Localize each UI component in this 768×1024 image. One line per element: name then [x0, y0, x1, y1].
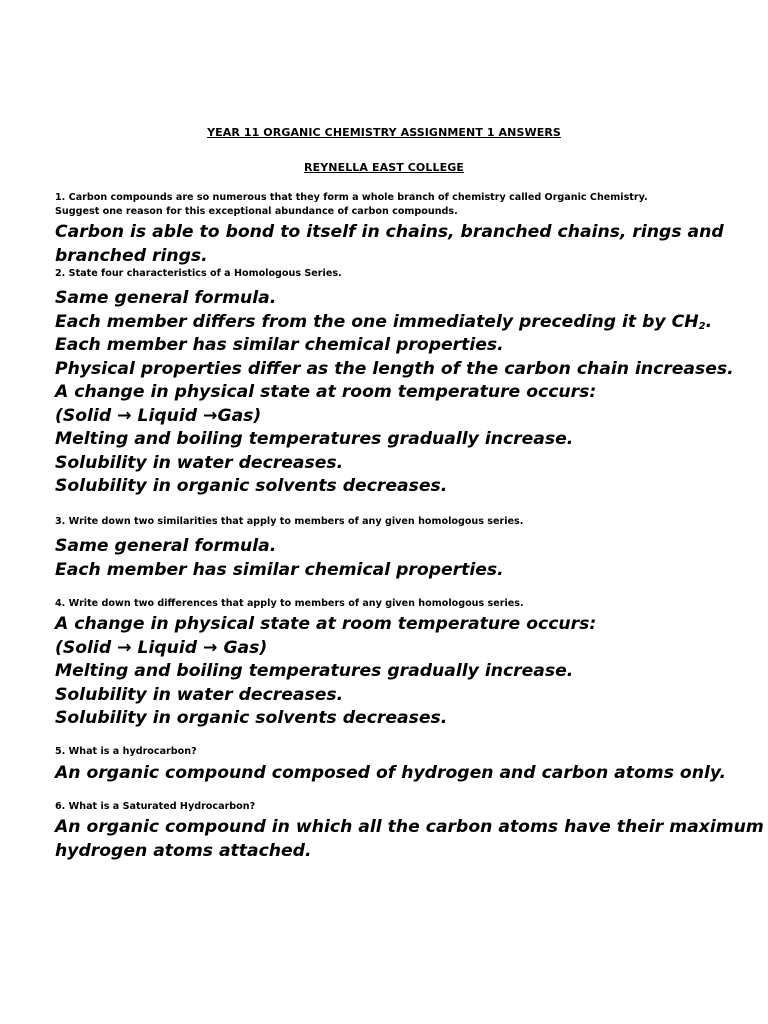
answer-6-line-2: hydrogen atoms attached. [55, 840, 312, 861]
answer-2 [55, 287, 755, 499]
school-name: REYNELLA EAST COLLEGE [304, 161, 464, 174]
answer-3 [55, 535, 755, 582]
answer-1 [55, 221, 755, 268]
answer-2-line-7: Melting and boiling temperatures gradually increase. [55, 429, 574, 449]
question-2 [55, 267, 735, 281]
answer-2-line-2-text: Each member differs from the one immediately preceding it by CH [55, 311, 699, 332]
answer-6 [55, 816, 764, 863]
answer-2-line-9: Solubility in organic solvents decreases. [55, 476, 448, 496]
question-1-line-1: 1. Carbon compounds are so numerous that they form a whole branch of chemistry called Organic Chemistry. [55, 192, 648, 203]
answer-4-line-3: Melting and boiling temperatures gradually increase. [55, 661, 574, 681]
answer-5 [55, 762, 755, 786]
answer-3-line-2: Each member has similar chemical properties. [55, 559, 504, 580]
answer-4-line-2: (Solid → Liquid → Gas) [55, 637, 268, 658]
question-5-line-1: 5. What is a hydrocarbon? [55, 746, 197, 757]
answer-2-line-4: Physical properties differ as the length of the carbon chain increases. [55, 358, 734, 379]
answer-6-line-1: An organic compound in which all the carbon atoms have their maximum [55, 817, 764, 837]
question-6 [55, 800, 735, 814]
ch2-suffix: . [705, 311, 713, 332]
answer-2-line-3: Each member has similar chemical properties. [55, 335, 504, 355]
answer-2-line-1: Same general formula. [55, 288, 277, 308]
answer-4-line-1: A change in physical state at room temperature occurs: [55, 614, 597, 634]
question-1-line-2: Suggest one reason for this exceptional abundance of carbon compounds. [55, 206, 458, 217]
ch2-subscript: 2 [698, 320, 706, 332]
question-6-line-1: 6. What is a Saturated Hydrocarbon? [55, 801, 256, 812]
answer-2-line-6: (Solid → Liquid →Gas) [55, 405, 262, 426]
answer-3-line-1: Same general formula. [55, 536, 277, 556]
question-1 [55, 191, 735, 219]
question-3-line-1: 3. Write down two similarities that apply to members of any given homologous series. [55, 516, 524, 527]
question-5 [55, 745, 735, 759]
answer-4-line-5: Solubility in organic solvents decreases. [55, 708, 448, 728]
answer-2-line-5: A change in physical state at room temperature occurs: [55, 382, 597, 402]
question-4 [55, 597, 735, 611]
answer-1-line-1: Carbon is able to bond to itself in chains, branched chains, rings and [55, 222, 724, 242]
question-4-line-1: 4. Write down two differences that apply to members of any given homologous series. [55, 598, 524, 609]
answer-2-line-2 [55, 311, 755, 335]
answer-4-line-4: Solubility in water decreases. [55, 684, 344, 705]
document-title: YEAR 11 ORGANIC CHEMISTRY ASSIGNMENT 1 ANSWERS [207, 126, 561, 139]
question-2-line-1: 2. State four characteristics of a Homologous Series. [55, 268, 342, 279]
answer-2-line-8: Solubility in water decreases. [55, 452, 344, 473]
answer-1-line-2: branched rings. [55, 245, 208, 266]
answer-5-line-1: An organic compound composed of hydrogen and carbon atoms only. [55, 763, 726, 783]
answer-4 [55, 613, 755, 731]
question-3 [55, 515, 735, 529]
